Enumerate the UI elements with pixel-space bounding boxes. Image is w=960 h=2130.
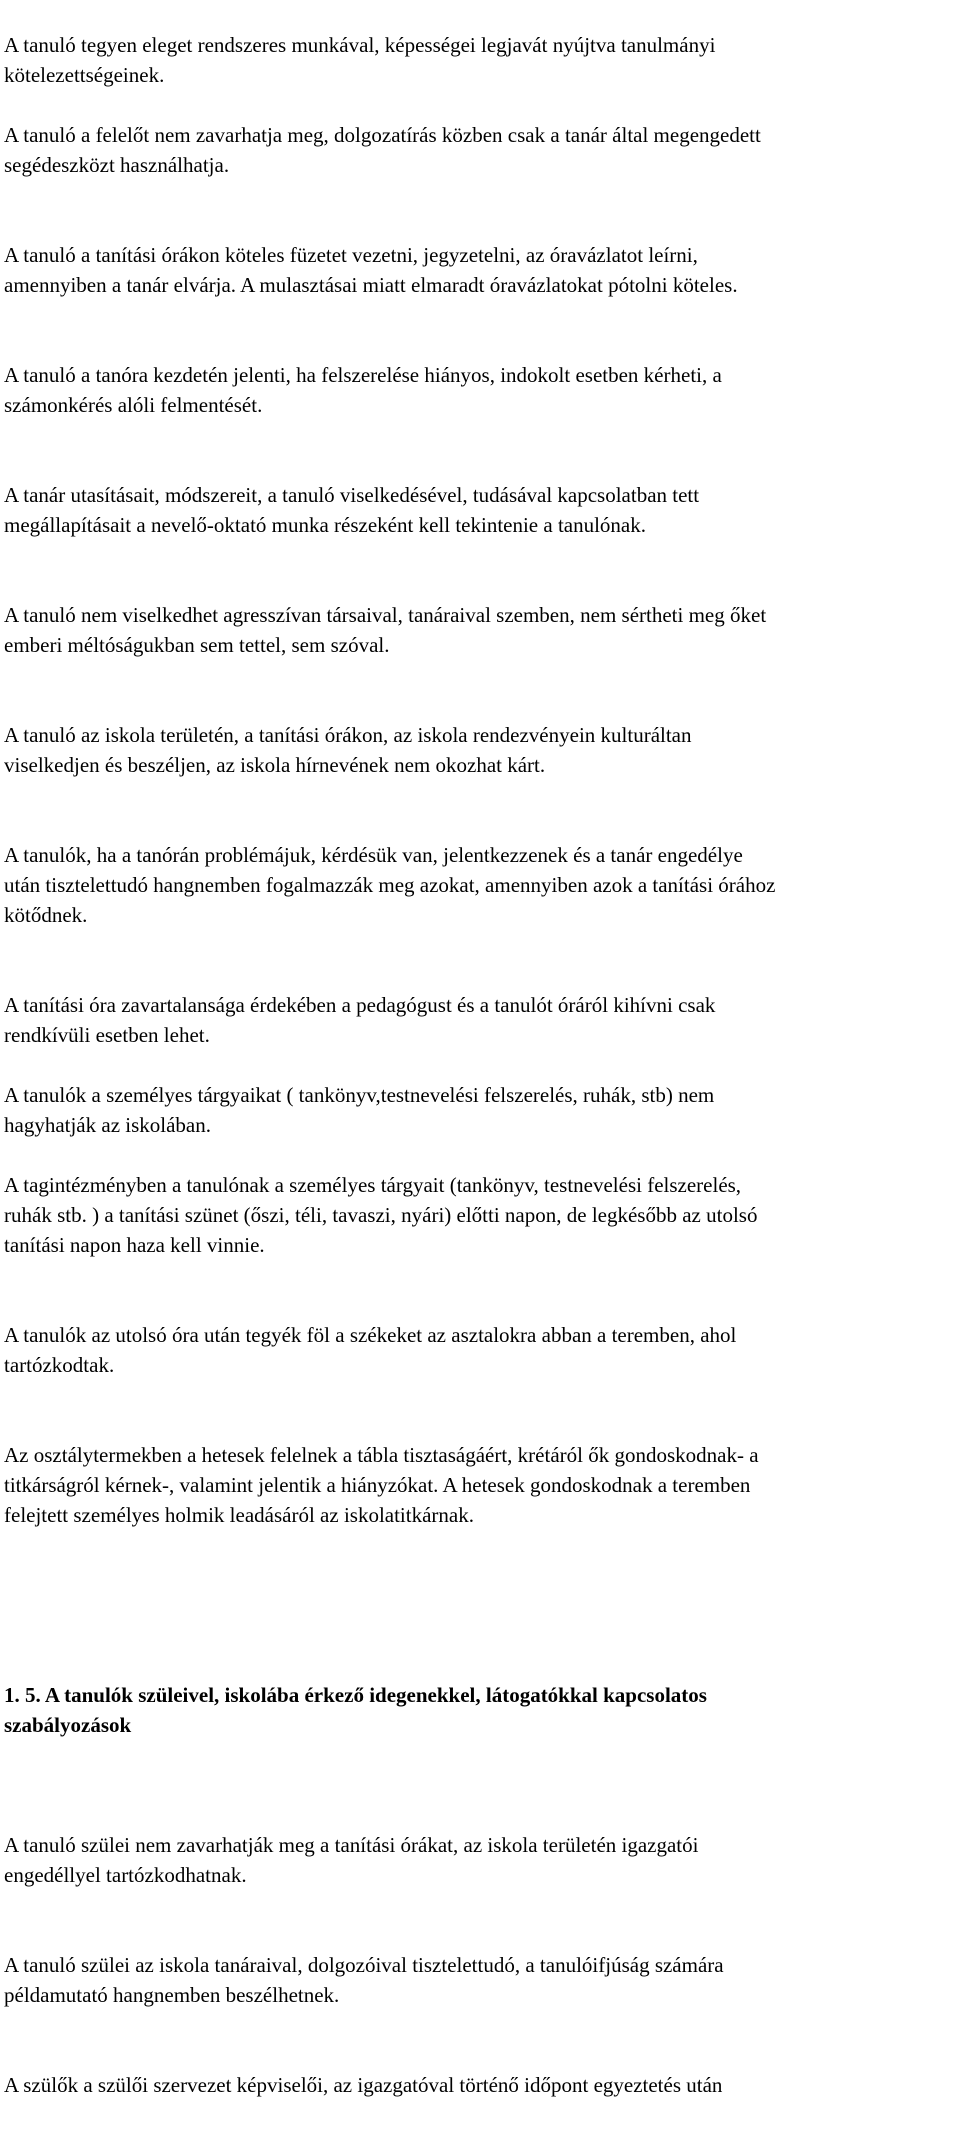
paragraph-study-obligations: A tanuló tegyen eleget rendszeres munkával, képességei legjavát nyújtva tanulmányi kötelezettségeinek. [4, 33, 716, 87]
paragraph-weekly-monitors: Az osztálytermekben a hetesek felelnek a tábla tisztaságáért, krétáról ők gondoskodnak- a titkárságról kérnek-, valamint jelentik a hiányzókat. A hetesek gondoskodnak a teremben felejtett személyes holmik leadásáról az iskolatitkárnak. [4, 1443, 759, 1527]
document-page [4, 0, 960, 2130]
paragraph-missing-equipment: A tanuló a tanóra kezdetén jelenti, ha felszerelése hiányos, indokolt esetben kérheti, a számonkérés alóli felmentését. [4, 363, 722, 417]
paragraph-no-aggression: A tanuló nem viselkedhet agresszívan társaival, tanáraival szemben, nem sértheti meg őket emberi méltóságukban sem tettel, sem szóval. [4, 603, 767, 657]
paragraph-parents-tone: A tanuló szülei az iskola tanáraival, dolgozóival tisztelettudó, a tanulóifjúság számára példamutató hangnemben beszélhetnek. [4, 1953, 724, 2007]
paragraph-personal-items: A tanulók a személyes tárgyaikat ( tankönyv,testnevelési felszerelés, ruhák, stb) nem hagyhatják az iskolában. [4, 1083, 715, 1137]
paragraph-teacher-instructions: A tanár utasításait, módszereit, a tanuló viselkedésével, tudásával kapcsolatban tett megállapításait a nevelő-oktató munka részeként kell tekintenie a tanulónak. [4, 483, 700, 537]
paragraph-questions-in-class: A tanulók, ha a tanórán problémájuk, kérdésük van, jelentkezzenek és a tanár engedélye után tisztelettudó hangnemben fogalmazzák meg azokat, amennyiben azok a tanítási órához kötődnek. [4, 843, 776, 927]
paragraph-exam-rules: A tanuló a felelőt nem zavarhatja meg, dolgozatírás közben csak a tanár által megengedett segédeszközt használhatja. [4, 123, 761, 177]
paragraph-parents-visits: A tanuló szülei nem zavarhatják meg a tanítási órákat, az iskola területén igazgatói engedéllyel tartózkodhatnak. [4, 1833, 699, 1887]
paragraph-items-before-holiday: A tagintézményben a tanulónak a személyes tárgyait (tankönyv, testnevelési felszerelés, ruhák stb. ) a tanítási szünet (őszi, téli, tavaszi, nyári) előtti napon, de legkésőbb az utolsó tanítási napon haza kell vinnie. [4, 1173, 758, 1257]
section-heading: 1. 5. A tanulók szüleivel, iskolába érkező idegenekkel, látogatókkal kapcsolatos szabályozások [4, 1683, 707, 1737]
paragraph-no-interruptions: A tanítási óra zavartalansága érdekében a pedagógust és a tanulót óráról kihívni csak rendkívüli esetben lehet. [4, 993, 716, 1047]
paragraph-parents-organization: A szülők a szülői szervezet képviselői, az igazgatóval történő időpont egyeztetés után [4, 2073, 723, 2097]
paragraph-school-conduct: A tanuló az iskola területén, a tanítási órákon, az iskola rendezvényein kulturáltan viselkedjen és beszéljen, az iskola hírnevének nem okozhat kárt. [4, 723, 692, 777]
paragraph-notebook-rules: A tanuló a tanítási órákon köteles füzetet vezetni, jegyzetelni, az óravázlatot leírni, amennyiben a tanár elvárja. A mulasztásai miatt elmaradt óravázlatokat pótolni köteles. [4, 243, 738, 297]
paragraph-chairs-on-tables: A tanulók az utolsó óra után tegyék föl a székeket az asztalokra abban a teremben, ahol tartózkodtak. [4, 1323, 737, 1377]
